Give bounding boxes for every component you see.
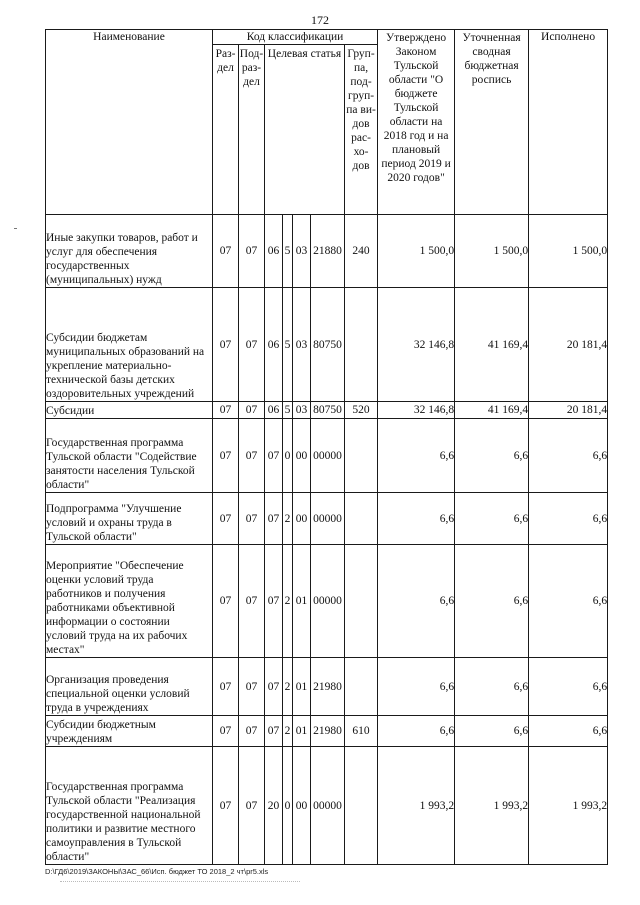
row-refined: 41 169,4 [455,402,529,419]
row-razdel: 07 [213,288,239,402]
row-podrazdel: 07 [239,716,265,747]
row-group [345,493,378,545]
header-group: Груп-па, под-груп-па ви-дов рас-хо-дов [345,45,378,215]
row-group [345,419,378,493]
table-row [46,288,608,402]
row-target-program: 07 [265,545,283,658]
row-target-event: 00 [293,493,311,545]
row-approved: 6,6 [378,493,455,545]
row-target-event: 00 [293,747,311,865]
header-target: Целевая статья [265,45,345,215]
row-executed: 6,6 [529,493,608,545]
row-target-subprogram: 5 [283,288,293,402]
row-group: 240 [345,215,378,288]
row-name: Подпрограмма "Улучшение условий и охраны труда в Тульской области" [46,493,213,545]
row-target-direction: 00000 [311,493,345,545]
row-target-direction: 21880 [311,215,345,288]
row-refined: 6,6 [455,716,529,747]
page-number: 172 [311,13,329,27]
header-approved: Утверждено Законом Тульской области "О бюджете Тульской области на 2018 год и на плановый период 2019 и 2020 годов" [378,30,455,215]
row-target-program: 06 [265,402,283,419]
table-row [46,658,608,716]
file-path-footer: D:\ГД6\2019\ЗАКОНЫ\ЗАС_66\Исп. бюджет ТО 2018_2 чт\pr5.xls [45,867,269,876]
row-group [345,545,378,658]
row-podrazdel: 07 [239,215,265,288]
row-target-event: 03 [293,288,311,402]
row-approved: 6,6 [378,545,455,658]
header-name: Наименование [46,30,213,215]
row-target-direction: 21980 [311,658,345,716]
table-row [46,493,608,545]
scan-noise-line [60,881,300,884]
row-podrazdel: 07 [239,493,265,545]
row-refined: 1 500,0 [455,215,529,288]
row-target-subprogram: 2 [283,716,293,747]
row-name: Государственная программа Тульской области "Реализация государственной национальной политики и развитие местного самоуправления в Тульской области" [46,747,213,865]
row-target-subprogram: 2 [283,493,293,545]
row-executed: 1 993,2 [529,747,608,865]
row-target-program: 07 [265,493,283,545]
header-executed: Исполнено [529,30,608,215]
row-target-event: 01 [293,658,311,716]
row-name: Иные закупки товаров, работ и услуг для обеспечения государственных (муниципальных) нужд [46,215,213,288]
row-approved: 6,6 [378,716,455,747]
row-group [345,658,378,716]
row-refined: 1 993,2 [455,747,529,865]
row-target-program: 06 [265,288,283,402]
row-target-direction: 80750 [311,402,345,419]
row-executed: 6,6 [529,419,608,493]
row-name: Государственная программа Тульской области "Содействие занятости населения Тульской области" [46,419,213,493]
table-row [46,716,608,747]
row-executed: 20 181,4 [529,288,608,402]
row-approved: 1 993,2 [378,747,455,865]
row-razdel: 07 [213,716,239,747]
row-target-program: 07 [265,658,283,716]
row-name: Субсидии бюджетным учреждениям [46,716,213,747]
row-target-event: 03 [293,215,311,288]
row-executed: 6,6 [529,545,608,658]
row-refined: 41 169,4 [455,288,529,402]
row-approved: 6,6 [378,419,455,493]
table-row [46,215,608,288]
row-razdel: 07 [213,545,239,658]
row-target-event: 03 [293,402,311,419]
header-code-group: Код классификации [213,30,378,45]
table-row [46,402,608,419]
row-target-subprogram: 5 [283,402,293,419]
row-target-subprogram: 2 [283,658,293,716]
row-target-program: 07 [265,419,283,493]
row-refined: 6,6 [455,419,529,493]
row-name: Мероприятие "Обеспечение оценки условий труда работников и получения работниками объективной информации о состоянии условий труда на их рабочих местах" [46,545,213,658]
row-target-subprogram: 0 [283,747,293,865]
header-podrazdel: Под-раз-дел [239,45,265,215]
scan-mark [14,228,17,229]
row-podrazdel: 07 [239,747,265,865]
row-razdel: 07 [213,658,239,716]
row-podrazdel: 07 [239,545,265,658]
row-group: 520 [345,402,378,419]
row-podrazdel: 07 [239,658,265,716]
row-name: Субсидии [46,402,213,419]
row-podrazdel: 07 [239,402,265,419]
row-podrazdel: 07 [239,419,265,493]
row-target-event: 01 [293,716,311,747]
row-approved: 32 146,8 [378,402,455,419]
header-refined: Уточненная сводная бюджетная роспись [455,30,529,215]
row-target-program: 20 [265,747,283,865]
row-target-subprogram: 0 [283,419,293,493]
row-target-program: 07 [265,716,283,747]
table-row [46,545,608,658]
row-executed: 20 181,4 [529,402,608,419]
row-target-direction: 80750 [311,288,345,402]
table-row [46,419,608,493]
header-razdel: Раз-дел [213,45,239,215]
row-refined: 6,6 [455,545,529,658]
row-razdel: 07 [213,747,239,865]
row-name: Субсидии бюджетам муниципальных образований на укрепление материально-технической базы детских оздоровительных учреждений [46,288,213,402]
row-approved: 6,6 [378,658,455,716]
row-target-subprogram: 5 [283,215,293,288]
row-target-direction: 00000 [311,545,345,658]
row-approved: 32 146,8 [378,288,455,402]
row-target-event: 00 [293,419,311,493]
row-target-subprogram: 2 [283,545,293,658]
row-group [345,288,378,402]
row-executed: 6,6 [529,716,608,747]
row-razdel: 07 [213,215,239,288]
row-razdel: 07 [213,493,239,545]
row-target-event: 01 [293,545,311,658]
row-refined: 6,6 [455,658,529,716]
row-razdel: 07 [213,419,239,493]
row-razdel: 07 [213,402,239,419]
table-row [46,747,608,865]
row-target-direction: 00000 [311,747,345,865]
row-target-direction: 00000 [311,419,345,493]
row-target-direction: 21980 [311,716,345,747]
row-group: 610 [345,716,378,747]
row-podrazdel: 07 [239,288,265,402]
budget-table [45,29,608,865]
row-executed: 6,6 [529,658,608,716]
row-name: Организация проведения специальной оценки условий труда в учреждениях [46,658,213,716]
row-executed: 1 500,0 [529,215,608,288]
row-refined: 6,6 [455,493,529,545]
row-target-program: 06 [265,215,283,288]
row-group [345,747,378,865]
row-approved: 1 500,0 [378,215,455,288]
